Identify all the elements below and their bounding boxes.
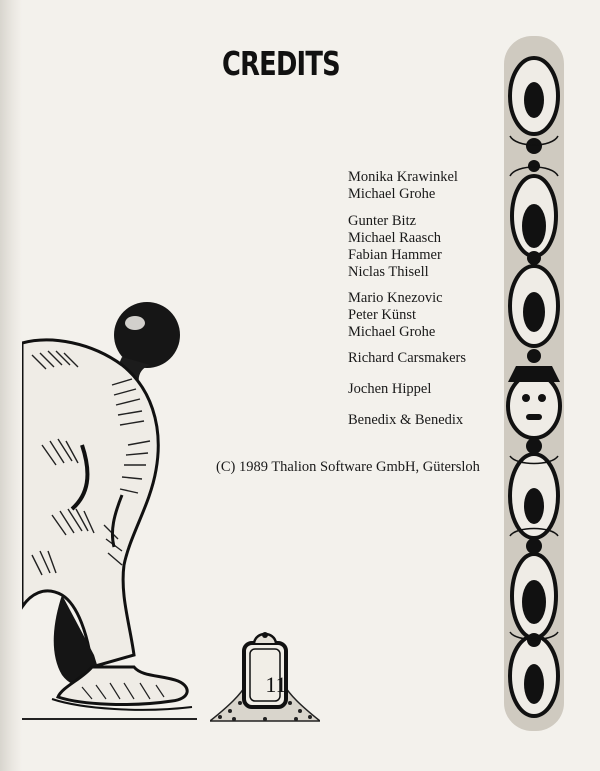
credit-name: Richard Carsmakers (348, 350, 466, 366)
binding-shadow (0, 0, 22, 771)
credit-name: Mario Knezovic (348, 290, 443, 306)
copyright-notice: (C) 1989 Thalion Software GmbH, Gütersloh (216, 459, 480, 475)
page-title: CREDITS (222, 44, 340, 83)
credit-name: Benedix & Benedix (348, 412, 464, 428)
creature-illustration (22, 295, 197, 725)
ornamental-totem-border (496, 36, 572, 731)
credit-names (348, 290, 443, 341)
credit-name: Michael Raasch (348, 230, 442, 246)
credit-name: Fabian Hammer (348, 247, 442, 263)
credit-names (348, 213, 442, 281)
credit-name: Peter Künst (348, 307, 417, 323)
credit-names (348, 412, 463, 429)
page-number: 11 (265, 672, 287, 697)
credit-name: Michael Grohe (348, 324, 436, 340)
credit-names (348, 381, 431, 398)
credit-name: Michael Grohe (348, 186, 436, 202)
credit-name: Monika Krawinkel (348, 169, 458, 185)
credit-name: Jochen Hippel (348, 381, 432, 397)
credit-names (348, 350, 466, 367)
credit-names (348, 169, 458, 203)
credit-name: Gunter Bitz (348, 213, 417, 229)
credit-name: Niclas Thisell (348, 264, 429, 280)
